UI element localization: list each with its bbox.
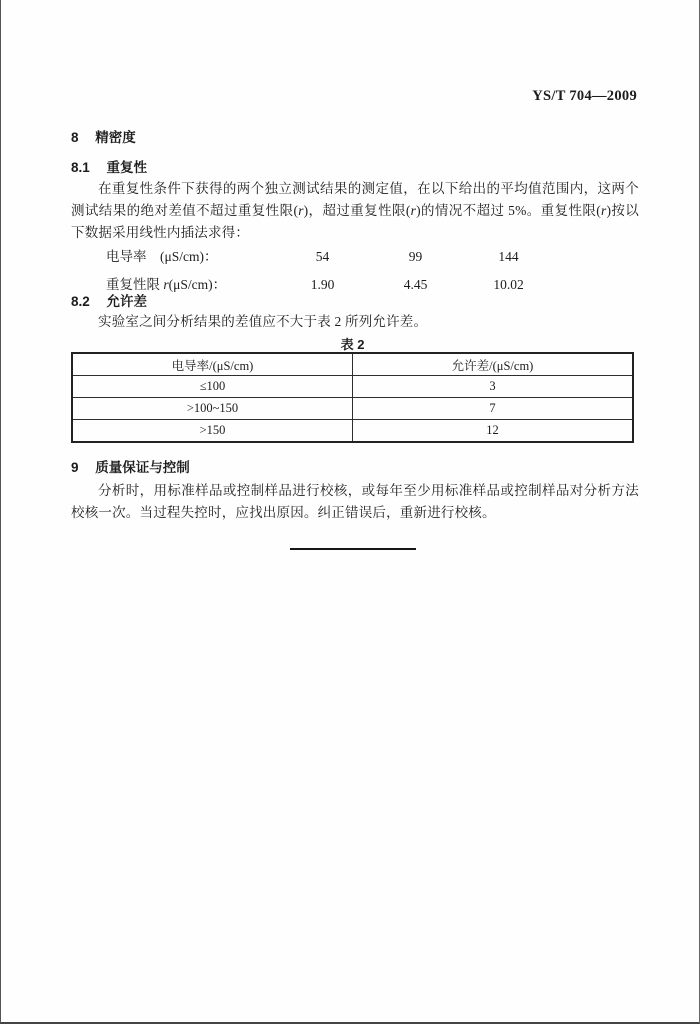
italic-r-symbol: r <box>601 203 607 218</box>
table-2-header-conductivity: 电导率/(μS/cm) <box>72 353 353 376</box>
text-part: )按以下数据采用线性内插法求得： <box>71 203 639 240</box>
table-row <box>72 420 633 443</box>
text-part: )的情况不超过 5%。重复性限( <box>416 203 602 218</box>
repeatability-paragraph <box>71 178 639 244</box>
section-9-heading <box>71 456 190 476</box>
quality-assurance-paragraph: 分析时，用标准样品或控制样品进行校核，或每年至少用标准样品或控制样品对分析方法校核一次。当过程失控时，应找出原因。纠正错误后，重新进行校核。 <box>71 483 639 520</box>
tolerance-paragraph: 实验室之间分析结果的差值应不大于表 2 所列允许差。 <box>98 314 428 329</box>
conductivity-value: 144 <box>498 249 519 264</box>
table-2 <box>71 352 634 443</box>
tolerance-value-cell: 3 <box>353 376 634 398</box>
table-row <box>72 398 633 420</box>
text-part: 重复性限 <box>106 277 164 292</box>
section-8-1-number: 8.1 <box>71 160 90 175</box>
conductivity-value: 99 <box>408 249 423 264</box>
text-part: (μS/cm)： <box>168 277 227 292</box>
conductivity-row <box>106 245 576 273</box>
table-2-body <box>72 376 633 443</box>
italic-r-symbol: r <box>410 203 417 218</box>
conductivity-range-cell: >100~150 <box>72 398 353 420</box>
section-8-number: 8 <box>71 130 79 145</box>
end-of-document-rule <box>290 548 416 550</box>
italic-r-symbol: r <box>163 277 169 292</box>
text-part: )，超过重复性限( <box>303 203 411 218</box>
table-2-head <box>72 353 633 376</box>
tolerance-value-cell: 12 <box>353 420 634 443</box>
repeatability-limit-value: 4.45 <box>403 277 428 292</box>
repeatability-limit-value: 10.02 <box>493 277 524 292</box>
conductivity-value: 54 <box>315 249 330 264</box>
section-8-1-title: 重复性 <box>106 160 148 175</box>
table-header-row <box>72 353 633 376</box>
tolerance-value-cell: 7 <box>353 398 634 420</box>
section-8-title: 精密度 <box>95 130 136 145</box>
text-part: 在重复性条件下获得的两个独立测试结果的测定值，在以下给出的平均值范围内，这两个测试结果的绝对差值不超过重复性限( <box>71 181 639 218</box>
section-8-2-title: 允许差 <box>106 294 148 309</box>
section-9-title: 质量保证与控制 <box>95 460 190 475</box>
section-8-2-number: 8.2 <box>71 294 90 309</box>
section-8-2-heading <box>71 290 147 310</box>
repeatability-limit-value: 1.90 <box>310 277 335 292</box>
interpolation-data <box>106 245 576 301</box>
conductivity-range-cell: >150 <box>72 420 353 443</box>
table-2-header-tolerance: 允许差/(μS/cm) <box>353 353 634 376</box>
section-8-heading <box>71 126 136 146</box>
table-2-caption: 表 2 <box>340 337 365 352</box>
conductivity-range-cell: ≤100 <box>72 376 353 398</box>
table-row <box>72 376 633 398</box>
standard-code: YS/T 704—2009 <box>532 88 637 104</box>
italic-r-symbol: r <box>298 203 304 218</box>
conductivity-label: 电导率 (μS/cm)： <box>106 249 218 264</box>
section-9-number: 9 <box>71 460 79 475</box>
section-8-1-heading <box>71 156 147 176</box>
repeatability-limit-row <box>106 273 576 301</box>
